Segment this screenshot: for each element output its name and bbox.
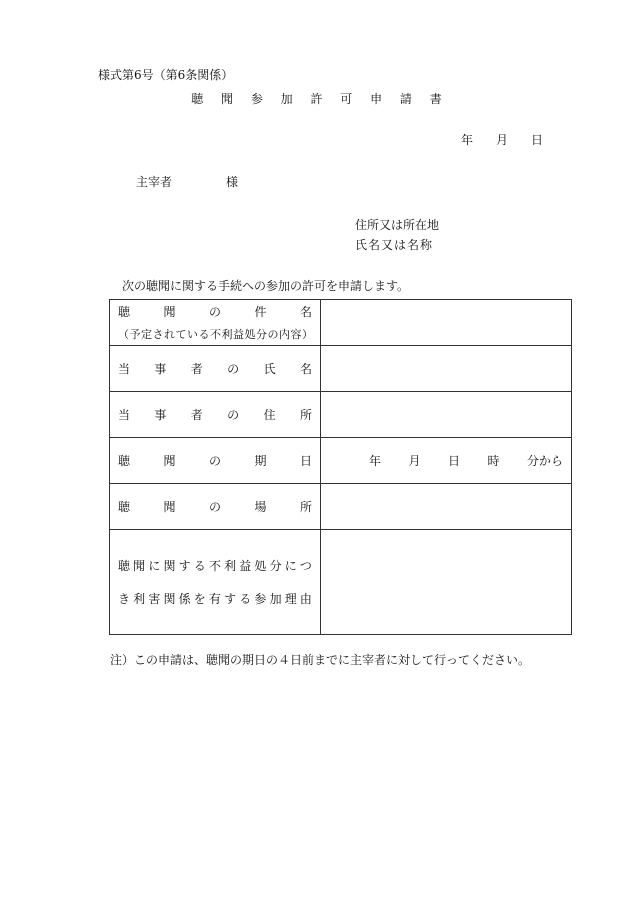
participation-reason-label bbox=[110, 530, 321, 635]
date-unit-hour: 時 bbox=[487, 454, 500, 468]
participation-reason-field[interactable] bbox=[321, 530, 572, 635]
label-char: 理 bbox=[284, 592, 297, 606]
label-char: 有 bbox=[208, 592, 221, 606]
table-row bbox=[110, 438, 572, 484]
application-table bbox=[109, 299, 572, 635]
label-char: 聞 bbox=[163, 305, 176, 319]
label-char: 聴 bbox=[118, 305, 131, 319]
label-char: 聞 bbox=[133, 559, 146, 573]
label-char: 聴 bbox=[118, 500, 131, 514]
applicant-name-label: 氏名又は名称 bbox=[355, 238, 434, 252]
label-char: 利 bbox=[224, 559, 237, 573]
footnote: 注）この申請は、聴聞の期日の４日前までに主宰者に対して行ってください。 bbox=[110, 653, 531, 667]
label-char: 者 bbox=[190, 408, 203, 422]
hearing-subject-label bbox=[110, 300, 321, 346]
label-char: の bbox=[208, 500, 221, 514]
label-char: 所 bbox=[299, 500, 312, 514]
hearing-date-label bbox=[110, 438, 321, 484]
label-char: 聴 bbox=[118, 559, 131, 573]
label-char: 聴 bbox=[118, 454, 131, 468]
date-unit-month: 月 bbox=[408, 454, 421, 468]
label-char: 加 bbox=[269, 592, 282, 606]
table-row bbox=[110, 346, 572, 392]
label-char: の bbox=[208, 454, 221, 468]
label-char: 氏 bbox=[263, 362, 276, 376]
label-char: 者 bbox=[190, 362, 203, 376]
label-char: 場 bbox=[254, 500, 267, 514]
hearing-place-field[interactable] bbox=[321, 484, 572, 530]
hearing-subject-sublabel: （予定されている不利益処分の内容） bbox=[118, 328, 314, 341]
addressee-honorific: 様 bbox=[226, 175, 239, 189]
date-month: 月 bbox=[496, 133, 509, 147]
table-row bbox=[110, 392, 572, 438]
table-row bbox=[110, 530, 572, 635]
label-char: 益 bbox=[239, 559, 252, 573]
label-char: 関 bbox=[163, 559, 176, 573]
label-char: 係 bbox=[178, 592, 191, 606]
label-char: に bbox=[148, 559, 161, 573]
label-char: 日 bbox=[299, 454, 312, 468]
label-char: 不 bbox=[208, 559, 221, 573]
table-row bbox=[110, 300, 572, 346]
label-char: 分 bbox=[269, 559, 282, 573]
label-char: 当 bbox=[118, 408, 131, 422]
label-char: に bbox=[284, 559, 297, 573]
label-char: の bbox=[227, 408, 240, 422]
date-unit-year: 年 bbox=[369, 454, 382, 468]
addressee-label: 主宰者 bbox=[136, 175, 173, 189]
label-char: す bbox=[224, 592, 237, 606]
label-char: 関 bbox=[163, 592, 176, 606]
hearing-place-label bbox=[110, 484, 321, 530]
date-day: 日 bbox=[531, 133, 544, 147]
label-char: を bbox=[193, 592, 206, 606]
label-char: 名 bbox=[299, 362, 312, 376]
label-char: 処 bbox=[254, 559, 267, 573]
label-char: き bbox=[118, 592, 131, 606]
reason-line-1 bbox=[118, 557, 312, 574]
hearing-date-field[interactable] bbox=[321, 438, 572, 484]
applicant-address-label: 住所又は所在地 bbox=[355, 218, 440, 232]
label-char: 事 bbox=[154, 408, 167, 422]
label-char: 所 bbox=[299, 408, 312, 422]
label-char: 利 bbox=[133, 592, 146, 606]
label-char: 当 bbox=[118, 362, 131, 376]
party-address-field[interactable] bbox=[321, 392, 572, 438]
label-char: の bbox=[227, 362, 240, 376]
label-char: る bbox=[239, 592, 252, 606]
label-char: 件 bbox=[254, 305, 267, 319]
label-char: 害 bbox=[148, 592, 161, 606]
reason-line-2 bbox=[118, 590, 312, 607]
date-year: 年 bbox=[461, 133, 474, 147]
hearing-subject-field[interactable] bbox=[321, 300, 572, 346]
label-char: 住 bbox=[263, 408, 276, 422]
label-char: 事 bbox=[154, 362, 167, 376]
table-row bbox=[110, 484, 572, 530]
label-char: る bbox=[193, 559, 206, 573]
label-char: 聞 bbox=[163, 454, 176, 468]
label-char: の bbox=[208, 305, 221, 319]
document-title: 聴 聞 参 加 許 可 申 請 書 bbox=[191, 92, 449, 106]
date-unit-minute: 分から bbox=[526, 454, 563, 468]
label-char: つ bbox=[299, 559, 312, 573]
label-char: 参 bbox=[254, 592, 267, 606]
label-char: 名 bbox=[299, 305, 312, 319]
form-number: 様式第6号（第6条関係） bbox=[98, 68, 234, 82]
label-char: 聞 bbox=[163, 500, 176, 514]
party-address-label bbox=[110, 392, 321, 438]
label-char: 期 bbox=[254, 454, 267, 468]
label-char: 由 bbox=[299, 592, 312, 606]
date-unit-day: 日 bbox=[447, 454, 460, 468]
party-name-field[interactable] bbox=[321, 346, 572, 392]
intro-text: 次の聴聞に関する手続への参加の許可を申請します。 bbox=[122, 279, 410, 293]
party-name-label bbox=[110, 346, 321, 392]
label-char: す bbox=[178, 559, 191, 573]
